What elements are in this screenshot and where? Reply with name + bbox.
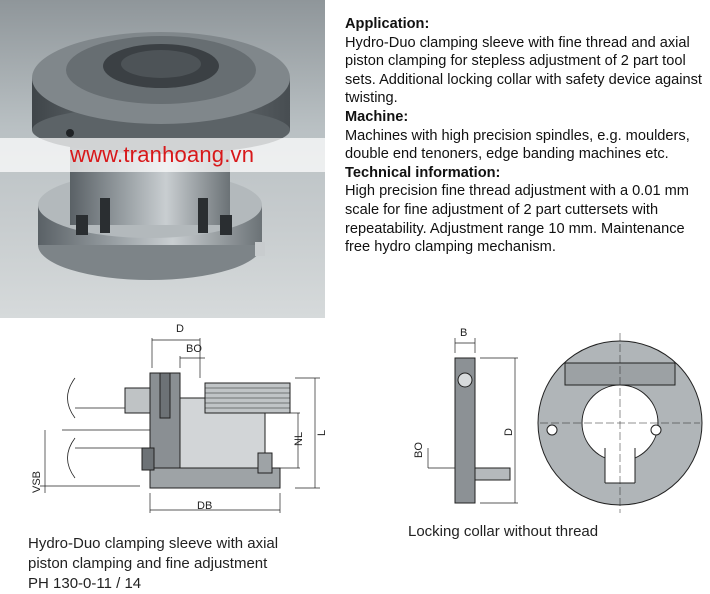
technical-text: High precision fine thread adjustment with a 0.01 mm scale for fine adjustment of 2 part cuttersets with repeatability. Adjustment range 10 mm. Maintenance free hydro clamping mechanism. xyxy=(345,183,689,256)
collar-dim-b-label: B xyxy=(460,327,468,339)
dim-vsb-label: VSB xyxy=(31,470,43,493)
collar-dim-bo-label: BO xyxy=(413,442,425,458)
dim-nl-label: NL xyxy=(293,431,305,446)
machine-text: Machines with high precision spindles, e.g. moulders, double end tenoners, edge banding machines etc. xyxy=(345,127,690,163)
description-block xyxy=(345,15,705,257)
application-text: Hydro-Duo clamping sleeve with fine thread and axial piston clamping for stepless adjustment of 2 part tool sets. Additional locking collar with safety device against twisting. xyxy=(345,34,702,107)
machine-heading: Machine: xyxy=(345,108,409,125)
collar-dim-d-label: D xyxy=(503,428,515,436)
dim-db-label: DB xyxy=(197,500,213,512)
sleeve-caption-line-3: PH 130-0-11 / 14 xyxy=(28,575,142,592)
watermark-band xyxy=(0,138,325,172)
dim-d-label: D xyxy=(176,323,184,335)
sleeve-caption-line-1: Hydro-Duo clamping sleeve with axial xyxy=(28,535,279,552)
dim-l-label: L xyxy=(316,429,328,436)
sleeve-caption xyxy=(28,534,328,594)
sleeve-caption-line-2: piston clamping and fine adjustment xyxy=(28,555,268,572)
sleeve-technical-drawing xyxy=(0,318,340,533)
dim-bo-label: BO xyxy=(186,343,202,355)
technical-heading: Technical information: xyxy=(345,164,501,181)
collar-caption: Locking collar without thread xyxy=(408,523,599,540)
watermark-text: www.tranhoang.vn xyxy=(70,142,255,167)
collar-technical-drawing xyxy=(400,318,710,518)
application-heading: Application: xyxy=(345,16,430,32)
